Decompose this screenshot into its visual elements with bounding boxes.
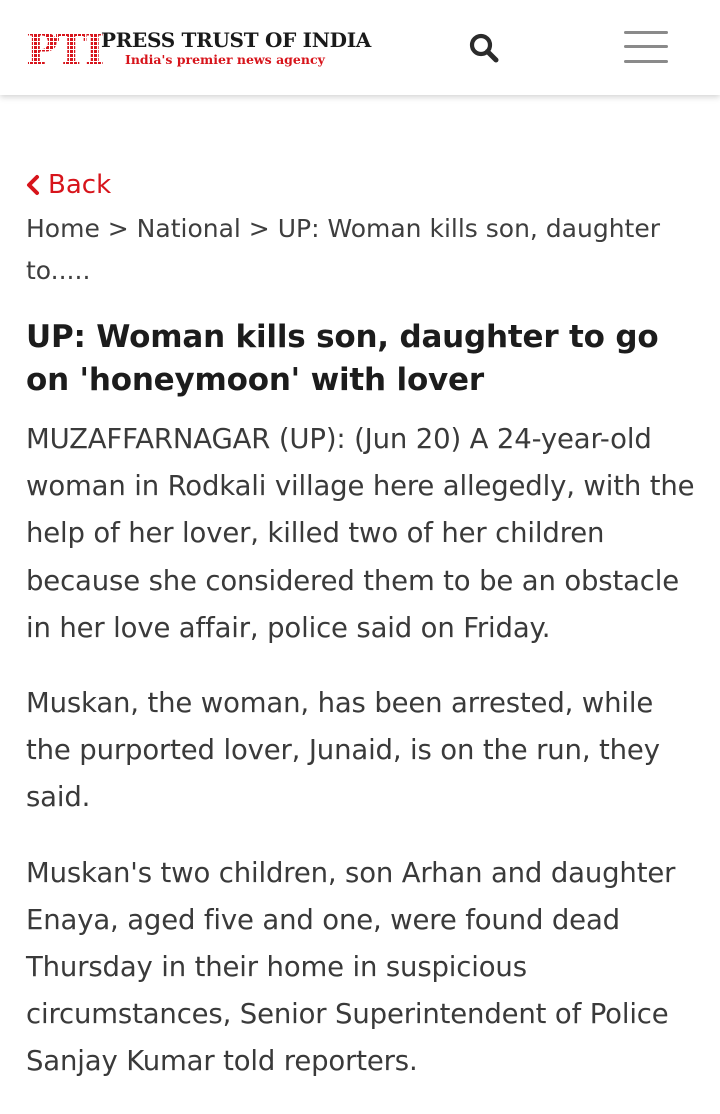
article-body — [26, 416, 696, 1114]
article-paragraph: Muskan's two children, son Arhan and daughter Enaya, aged five and one, were found dead Thursday in their home in suspicious circumstances, Senior Superintendent of Police Sanjay Kumar told reporters. — [26, 856, 676, 1078]
back-label: Back — [48, 170, 112, 200]
breadcrumb-separator: > — [240, 214, 278, 243]
article-paragraph: MUZAFFARNAGAR (UP): (Jun 20) A 24-year-old woman in Rodkali village here allegedly, with the help of her lover, killed two of her children because she considered them to be an obstacle in her love affair, police said on Friday. — [26, 423, 695, 644]
svg-text:PTI: PTI — [26, 25, 103, 74]
pti-logo[interactable] — [26, 24, 378, 72]
logo-tagline: India's premier news agency — [125, 52, 325, 67]
hamburger-menu-icon — [624, 31, 668, 34]
logo-text — [101, 24, 371, 67]
menu-button[interactable] — [624, 28, 670, 66]
breadcrumb-national[interactable]: National — [136, 214, 241, 243]
chevron-left-icon — [26, 175, 40, 195]
site-header — [0, 0, 720, 95]
search-button[interactable] — [468, 32, 500, 64]
breadcrumb — [26, 208, 686, 292]
article-title: UP: Woman kills son, daughter to go on 'honeymoon' with lover — [26, 319, 659, 398]
article-paragraph: Muskan, the woman, has been arrested, while the purported lover, Junaid, is on the run, they said. — [26, 687, 660, 814]
back-link[interactable] — [26, 168, 111, 202]
hamburger-menu-icon-bar — [624, 60, 668, 63]
search-icon — [468, 32, 500, 64]
hamburger-menu-icon-bar — [624, 45, 668, 48]
breadcrumb-home[interactable]: Home — [26, 214, 100, 243]
breadcrumb-separator: > — [99, 214, 137, 243]
pti-logo-mark — [26, 25, 103, 74]
logo-title: PRESS TRUST OF INDIA — [101, 28, 371, 52]
breadcrumb-current: UP: Woman kills son, daughter to..... — [26, 214, 661, 285]
